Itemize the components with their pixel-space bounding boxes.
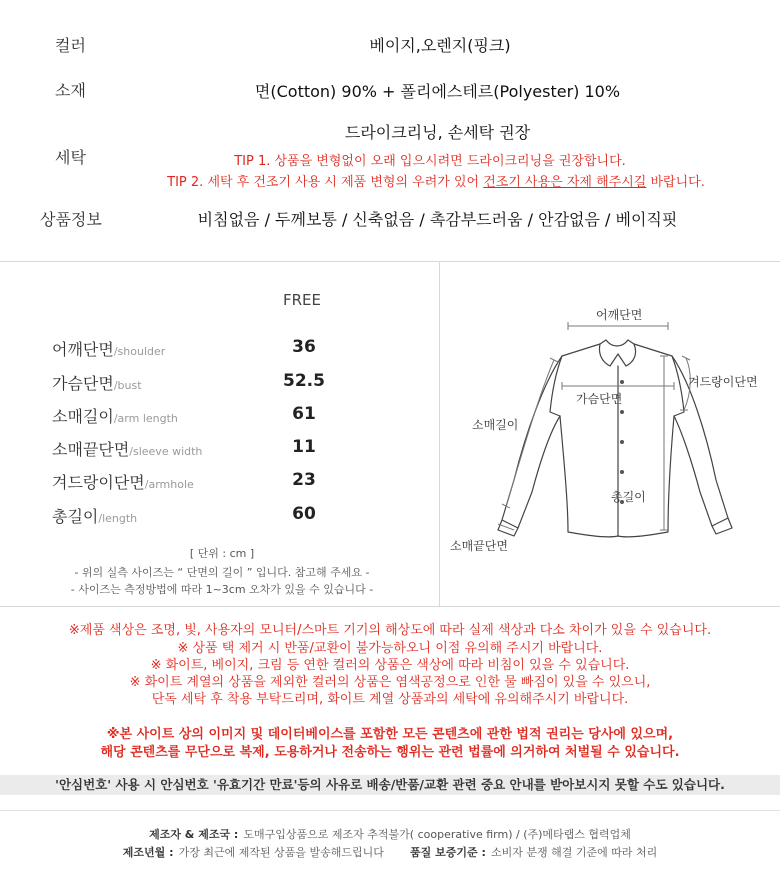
wash-tip-1: TIP 1. 상품을 변형없이 오래 입으시려면 드라이크리닝을 권장합니다. — [234, 154, 626, 169]
divider-middle — [0, 606, 780, 607]
copyright-line: ※본 사이트 상의 이미지 및 데이터베이스를 포함한 모든 콘텐츠에 관한 법적 권리는 당사에 있으며, — [106, 727, 674, 742]
diagram-label-arm-length: 소매길이 — [472, 418, 519, 432]
diagram-label-length: 총길이 — [611, 490, 646, 504]
product-info-value: 비침없음 / 두께보통 / 신축없음 / 촉감부드러움 / 안감없음 / 베이직핏 — [197, 210, 678, 229]
size-row-value: 11 — [292, 437, 316, 457]
size-row-name: 가슴단면/bust — [52, 374, 142, 393]
size-row-name: 소매끝단면/sleeve width — [52, 440, 203, 459]
safe-number-banner — [0, 775, 780, 795]
copyright-line: 해당 콘텐츠를 무단으로 복제, 도용하거나 전송하는 행위는 관련 법률에 의거하여 처벌될 수 있습니다. — [100, 745, 680, 760]
diagram-label-armhole: 겨드랑이단면 — [688, 375, 758, 389]
color-label: 컬러 — [55, 36, 86, 55]
size-row-name: 어깨단면/shoulder — [52, 340, 166, 359]
size-note-1: - 위의 실측 사이즈는 “ 단면의 길이 ” 입니다. 참고해 주세요 - — [74, 566, 370, 579]
color-value: 베이지,오렌지(핑크) — [369, 36, 511, 55]
size-row-value: 23 — [292, 470, 316, 490]
size-row-value: 60 — [292, 504, 316, 524]
material-value: 면(Cotton) 90% + 폴리에스테르(Polyester) 10% — [254, 82, 621, 101]
notice-line: ※제품 색상은 조명, 빛, 사용자의 모니터/스마트 기기의 해상도에 따라 실제 색상과 다소 차이가 있을 수 있습니다. — [68, 623, 712, 638]
unit-note: [ 단위 : cm ] — [189, 547, 255, 560]
wash-value: 드라이크리닝, 손세탁 권장 — [344, 123, 531, 142]
footer-maker: 제조자 & 제조국 : 도매구입상품으로 제조자 추적불가( cooperative firm) / (주)메타랩스 협력업체 — [149, 828, 631, 841]
divider-bottom — [0, 810, 780, 811]
size-row-name: 총길이/length — [52, 507, 138, 526]
size-row-name: 겨드랑이단면/armhole — [52, 473, 194, 492]
notice-line: ※ 상품 택 제거 시 반품/교환이 불가능하오니 이점 유의해 주시기 바랍니다. — [177, 641, 603, 656]
size-row-name: 소매길이/arm length — [52, 407, 178, 426]
diagram-label-shoulder: 어깨단면 — [596, 308, 643, 322]
size-row-value: 52.5 — [283, 371, 325, 391]
size-row-value: 36 — [292, 337, 316, 357]
notice-line: ※ 화이트, 베이지, 크림 등 연한 컬러의 상품은 색상에 따라 비침이 있을 수 있습니다. — [150, 658, 630, 673]
notice-line: 단독 세탁 후 착용 부탁드리며, 화이트 계열 상품과의 세탁에 유의해주시기 바랍니다. — [151, 692, 629, 707]
size-row-value: 61 — [292, 404, 316, 424]
product-info-label: 상품정보 — [40, 210, 102, 229]
footer-date-warranty: 제조년월 : 가장 최근에 제작된 상품을 발송해드립니다 품질 보증기준 : 소비자 분쟁 해결 기준에 따라 처리 — [122, 846, 658, 859]
material-label: 소재 — [55, 81, 86, 100]
size-note-2: - 사이즈는 측정방법에 따라 1~3cm 오차가 있을 수 있습니다 - — [70, 583, 374, 596]
banner-text: '안심번호' 사용 시 안심번호 '유효기간 만료'등의 사유로 배송/반품/교환 관련 중요 안내를 받아보시지 못할 수도 있습니다. — [55, 777, 725, 792]
wash-label: 세탁 — [55, 148, 86, 167]
size-column-header: FREE — [282, 291, 321, 309]
wash-tip-2: TIP 2. 세탁 후 건조기 사용 시 제품 변형의 우려가 있어 건조기 사용은 자제 해주시길 바랍니다. — [167, 175, 705, 190]
diagram-label-sleeve-width: 소매끝단면 — [450, 539, 508, 553]
notice-line: ※ 화이트 계열의 상품을 제외한 컬러의 상품은 염색공정으로 인한 물 빠짐이 있을 수 있으니, — [129, 675, 651, 690]
diagram-label-bust: 가슴단면 — [576, 392, 623, 406]
